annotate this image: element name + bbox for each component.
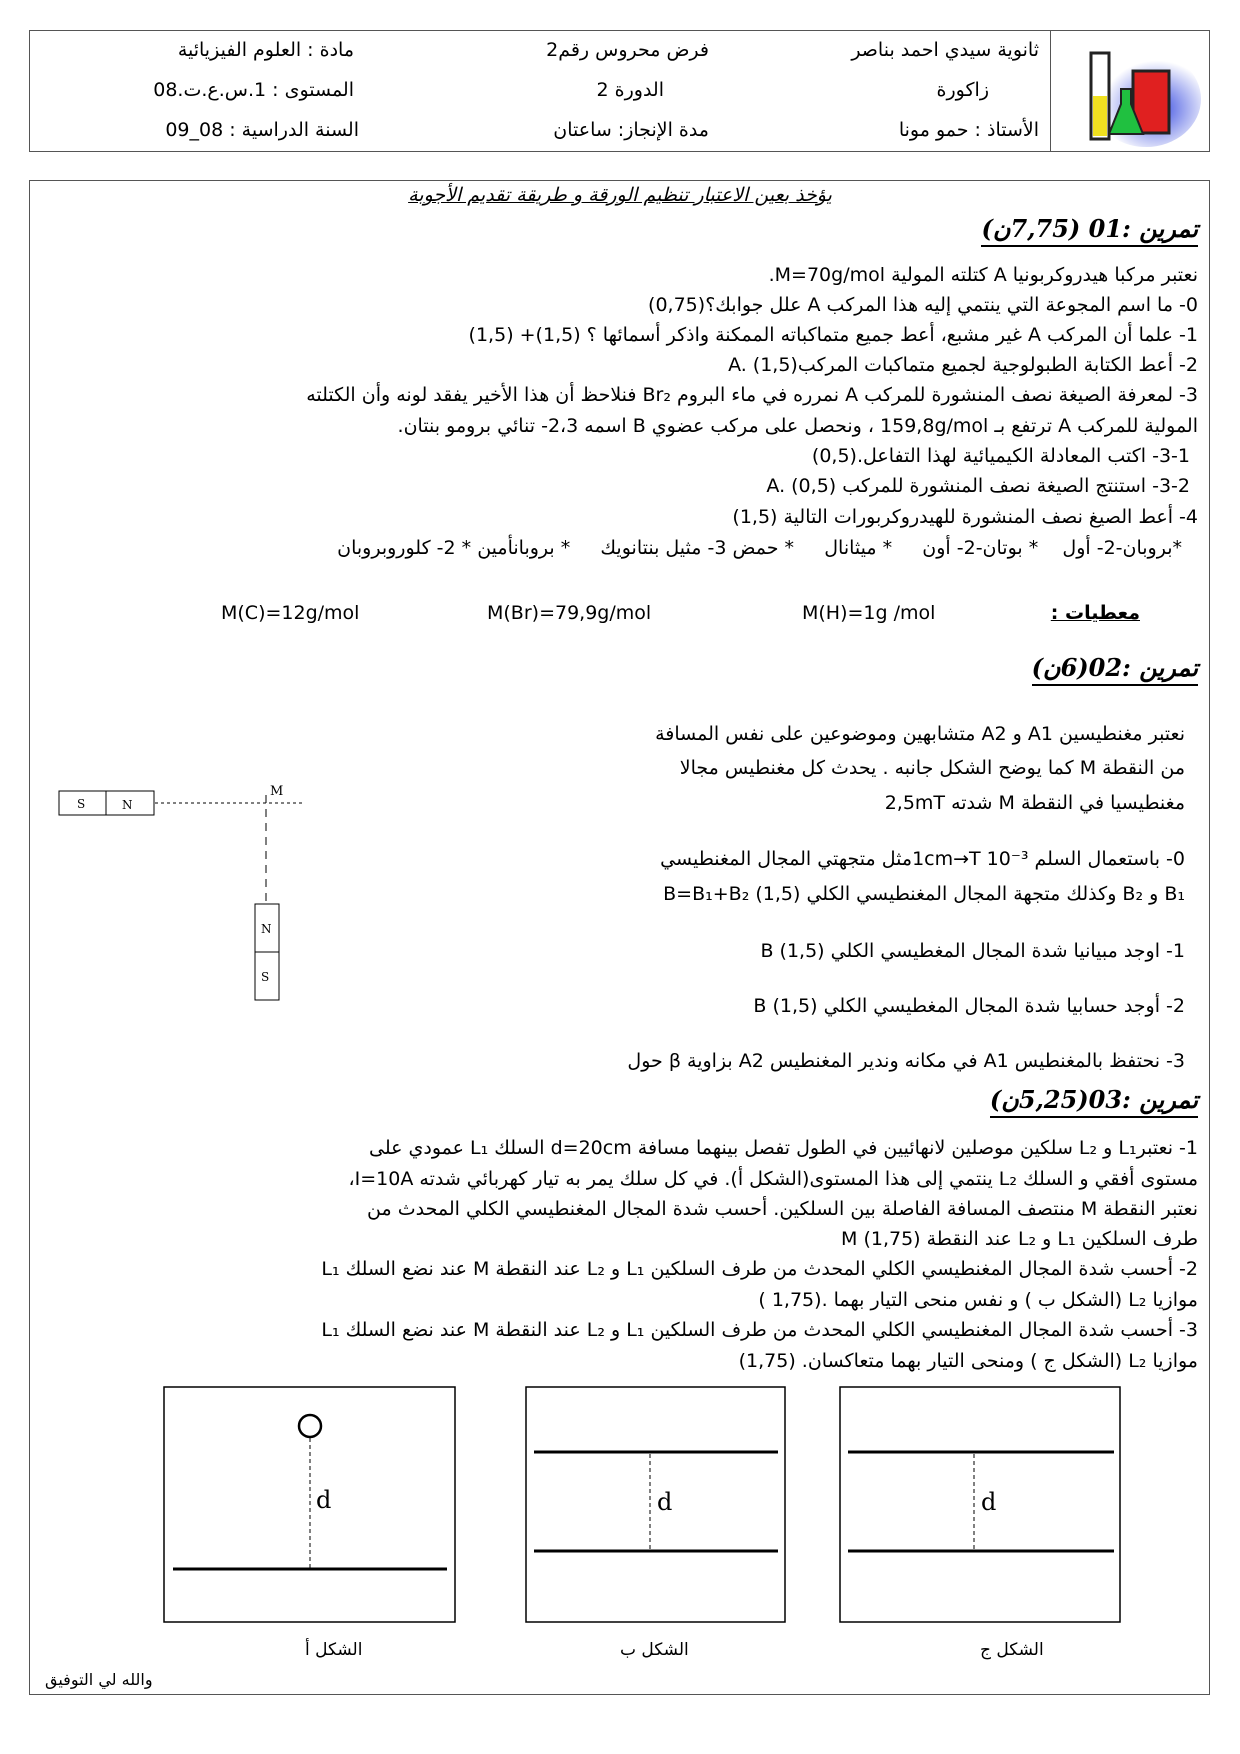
data-label: معطيات :	[1050, 602, 1140, 624]
ex3-line: طرف السلكين L₁ و L₂ عند النقطة M (1,75)	[841, 1228, 1198, 1250]
exercise-3-title: تمرين :03(5,25ن)	[990, 1085, 1198, 1118]
magnets-diagram	[50, 775, 330, 1010]
ex3-line: 2- أحسب شدة المجال المغنطيسي الكلي المحدث من طرف السلكين L₁ و L₂ عند النقطة M عند نضع السلك L₁	[321, 1258, 1198, 1280]
ex3-line: 1- نعتبرL₁ و L₂ سلكين موصلين لانهائيين في الطول تفصل بينهما مسافة d=20cm السلك L₁ عمودي على	[368, 1137, 1198, 1159]
ex1-line: 2- أعط الكتابة الطبولوجية لجميع متماكبات المركبA. (1,5)	[728, 354, 1198, 376]
ex3-line: موازيا L₂ (الشكل ج ) ومنحى التيار بهما متعاكسان. (1,75)	[738, 1350, 1198, 1372]
ex3-line: مستوى أفقي و السلك L₂ ينتمي إلى هذا المستوى(الشكل أ). في كل سلك يمر به تيار كهربائي شدته I=10A،	[348, 1168, 1198, 1190]
magnet-a2-south: S	[261, 970, 270, 984]
magnet-a2-north: N	[261, 922, 272, 936]
ex1-line: 4- أعط الصيغ نصف المنشورة للهيدروكربورات التالية (1,5)	[732, 506, 1198, 528]
ex1-line: 1- علما أن المركب A غير مشبع، أعط جميع متماكباته الممكنة واذكر أسمائها ؟ (1,5)+ (1,5)	[468, 324, 1198, 346]
ex2-line: من النقطة M كما يوضح الشكل جانبه . يحدث كل مغنطيس مجالا	[679, 757, 1185, 779]
exam-title: فرض محروس رقم2	[546, 39, 709, 61]
figure-b	[526, 1387, 785, 1622]
compound: * بوتان-2- أون	[922, 537, 1039, 559]
compound-list	[337, 535, 1182, 561]
wires-figures	[0, 1380, 1240, 1630]
logo-cell	[1050, 31, 1209, 151]
ex2-line: مغنطيسيا في النقطة M شدته 2,5mT	[884, 792, 1185, 814]
figure-c-caption: الشكل ج	[980, 1640, 1044, 1660]
school-name: ثانوية سيدي احمد بناصر	[851, 39, 1039, 61]
header-box	[29, 30, 1210, 152]
ex1-line: 0- ما اسم المجوعة التي ينتمي إليه هذا المركب A علل جوابك؟(0,75)	[648, 294, 1198, 316]
exercise-1-title: تمرين :01 (7,75ن)	[981, 214, 1198, 247]
ex1-line: 3-2- استنتج الصيغة نصف المنشورة للمركب A. (0,5)	[766, 475, 1190, 497]
figure-c	[840, 1387, 1120, 1622]
ex2-line: B₁ و B₂ وكذلك متجهة المجال المغنطيسي الكلي B=B₁+B₂ (1,5)	[663, 883, 1185, 905]
ex2-line: نعتبر مغنطيسين A1 و A2 متشابهين وموضوعين على نفس المسافة	[655, 723, 1185, 745]
figure-a-caption: الشكل أ	[305, 1640, 363, 1660]
compound: *بروبان-2- أول	[1062, 537, 1182, 559]
molar-mass-c: M(C)=12g/mol	[221, 602, 360, 624]
ex3-line: موازيا L₂ (الشكل ب ) و نفس منحى التيار بهما .(1,75 )	[758, 1289, 1198, 1311]
ex1-line: 3- لمعرفة الصيغة نصف المنشورة للمركب A نمرره في ماء البروم Br₂ فنلاحظ أن هذا الأخير يفقد لونه وأن الكتلته	[306, 384, 1198, 406]
distance-label: d	[316, 1486, 332, 1514]
ex2-line: 2- أوجد حسابيا شدة المجال المغطيسي الكلي B (1,5)	[753, 995, 1185, 1017]
session: الدورة 2	[596, 79, 664, 101]
distance-label: d	[981, 1488, 997, 1516]
figure-a	[164, 1387, 455, 1622]
instructions-note: يؤخذ بعين الاعتبار تنظيم الورقة و طريقة تقديم الأجوبة	[408, 184, 832, 206]
ex1-line: نعتبر مركبا هيدروكربونيا A كتلته المولية M=70g/mol.	[768, 264, 1198, 286]
exercise-2-title: تمرين :02(6ن)	[1032, 653, 1198, 686]
wire-l1-cross-section	[299, 1415, 321, 1437]
ex3-line: نعتبر النقطة M منتصف المسافة الفاصلة بين السلكين. أحسب شدة المجال المغنطيسي الكلي المحدث من	[367, 1198, 1198, 1220]
ex1-line: المولية للمركب A ترتفع بـ 159,8g/mol ، ونحصل على مركب عضوي B اسمه 2،3- تنائي برومو بنتان.	[397, 415, 1198, 437]
duration: مدة الإنجاز: ساعتان	[553, 119, 709, 141]
magnet-a1-north: N	[122, 798, 133, 812]
magnet-a1-south: S	[77, 797, 86, 811]
level: المستوى : 1.س.ع.ت.08	[153, 79, 354, 101]
closing-wish: والله لي التوفيق	[45, 1670, 153, 1689]
school-year: السنة الدراسية : 08_09	[165, 119, 359, 141]
lab-glassware-icon	[1051, 31, 1209, 151]
molar-mass-h: M(H)=1g /mol	[802, 602, 936, 624]
compound: * ميثانال	[824, 537, 893, 559]
subject: مادة : العلوم الفيزيائية	[177, 39, 354, 61]
ex3-line: 3- أحسب شدة المجال المغنطيسي الكلي المحدث من طرف السلكين L₁ و L₂ عند النقطة M عند نضع السلك L₁	[321, 1319, 1198, 1341]
teacher: الأستاذ : حمو مونا	[898, 119, 1039, 141]
compound: * بروبانأمين * 2- كلوروبروبان	[337, 537, 571, 559]
figure-b-caption: الشكل ب	[620, 1640, 689, 1660]
ex1-line: 3-1- اكتب المعادلة الكيميائية لهذا التفاعل.(0,5)	[811, 445, 1190, 467]
point-m-label: M	[270, 784, 284, 799]
ex2-line: 3- نحتفظ بالمغنطيس A1 في مكانه وندير المغنطيس A2 بزاوية β حول	[627, 1050, 1185, 1072]
compound: * حمض 3- مثيل بنتانويك	[600, 537, 795, 559]
ex2-line: 1- اوجد مبيانيا شدة المجال المغطيسي الكلي B (1,5)	[760, 940, 1185, 962]
city: زاكورة	[936, 79, 989, 101]
distance-label: d	[657, 1488, 673, 1516]
molar-mass-br: M(Br)=79,9g/mol	[487, 602, 652, 624]
ex2-line: 0- باستعمال السلم 1cm→T 10⁻³مثل متجهتي المجال المغنطيسي	[660, 848, 1185, 870]
